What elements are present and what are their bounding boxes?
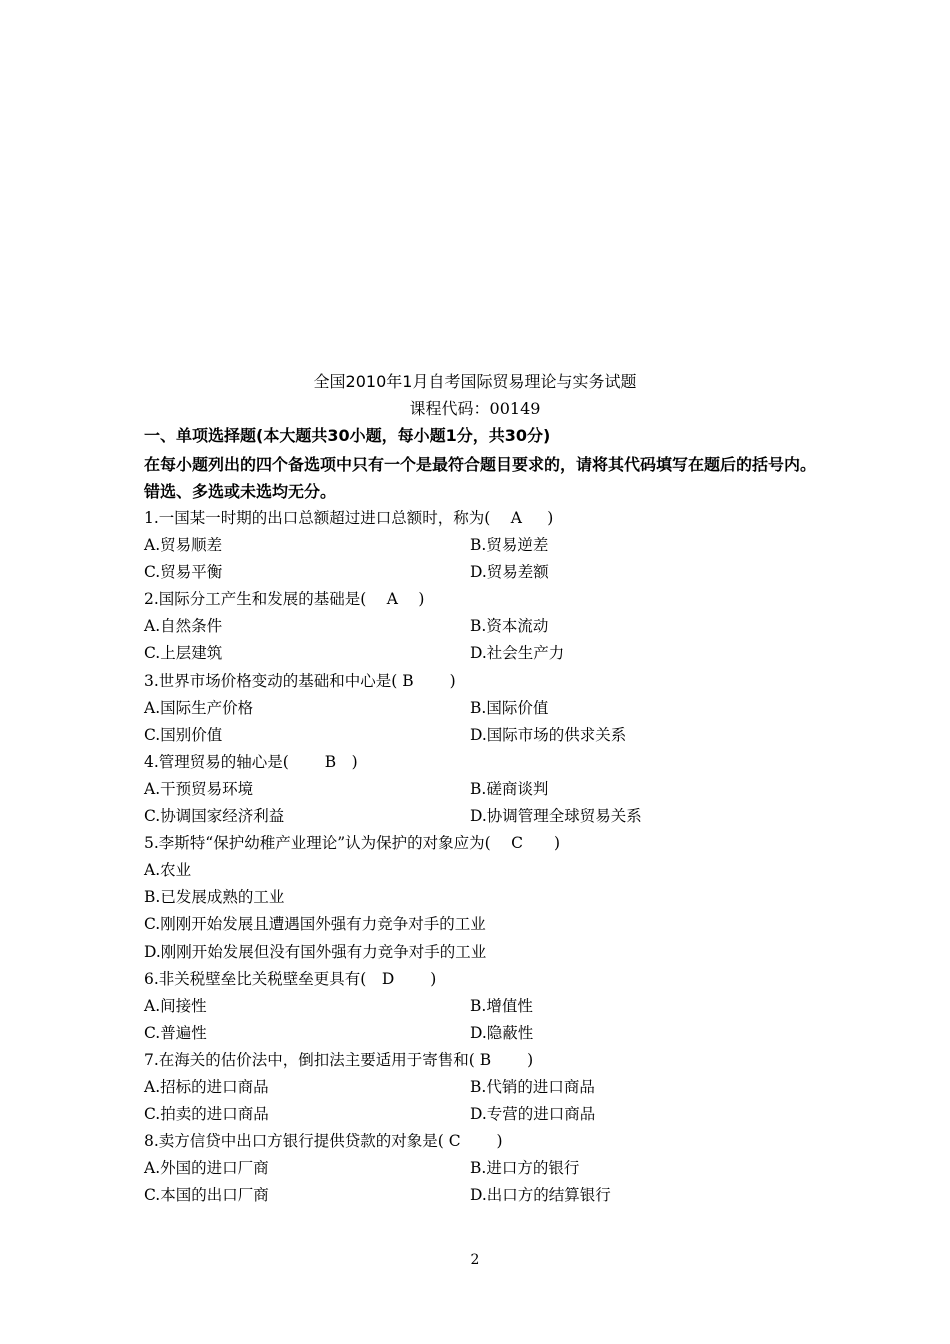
answer-option: A.间接性 <box>144 996 207 1015</box>
option-row <box>144 1074 824 1101</box>
option-row <box>144 1155 824 1182</box>
option-row <box>144 532 824 559</box>
answer-option: A.农业 <box>144 861 192 880</box>
option-row <box>144 1182 824 1209</box>
answer-option: B.进口方的银行 <box>470 1159 580 1178</box>
answer-option: C.刚刚开始发展且遭遇国外强有力竞争对手的工业 <box>144 915 486 934</box>
answer-option: B.增值性 <box>470 996 533 1015</box>
question-list <box>144 505 824 1209</box>
answer-option: A.干预贸易环境 <box>144 779 254 798</box>
answer-option: A.国际生产价格 <box>144 698 254 717</box>
answer-option: B.已发展成熟的工业 <box>144 888 285 907</box>
option-row <box>144 993 824 1020</box>
answer-option: B.磋商谈判 <box>470 779 549 798</box>
answer-option: B.资本流动 <box>470 617 549 636</box>
question-stem: 7.在海关的估价法中，倒扣法主要适用于寄售和( B ) <box>144 1050 534 1069</box>
answer-option: C.贸易平衡 <box>144 563 223 582</box>
answer-option: C.普遍性 <box>144 1023 207 1042</box>
answer-option: A.外国的进口厂商 <box>144 1159 269 1178</box>
option-row <box>144 640 824 667</box>
instructions: 在每小题列出的四个备选项中只有一个是最符合题目要求的，请将其代码填写在题后的括号内。错选、多选或未选均无分。 <box>144 455 817 501</box>
question-stem: 2.国际分工产生和发展的基础是( A ) <box>144 590 425 609</box>
option-row <box>144 803 824 830</box>
option-row <box>144 1020 824 1047</box>
answer-option: C.拍卖的进口商品 <box>144 1105 269 1124</box>
option-row <box>144 722 824 749</box>
answer-option: D.贸易差额 <box>470 563 549 582</box>
option-row <box>144 559 824 586</box>
answer-option: D.协调管理全球贸易关系 <box>470 807 642 826</box>
answer-option: A.自然条件 <box>144 617 223 636</box>
section-heading: 一、单项选择题(本大题共30小题，每小题1分，共30分) <box>144 426 551 445</box>
answer-option: B.代销的进口商品 <box>470 1077 595 1096</box>
answer-option: A.招标的进口商品 <box>144 1077 269 1096</box>
question-stem: 1.一国某一时期的出口总额超过进口总额时，称为( A ) <box>144 509 554 527</box>
page-number: 2 <box>470 1252 480 1268</box>
answer-option: D.国际市场的供求关系 <box>470 725 627 744</box>
answer-option: D.社会生产力 <box>470 644 565 663</box>
page-title: 全国2010年1月自考国际贸易理论与实务试题 <box>313 372 637 391</box>
answer-option: A.贸易顺差 <box>144 536 223 555</box>
question-stem: 4.管理贸易的轴心是( B ) <box>144 752 358 771</box>
course-code: 课程代码：00149 <box>409 399 541 418</box>
option-row <box>144 1101 824 1128</box>
answer-option: C.国别价值 <box>144 725 223 744</box>
question-stem: 3.世界市场价格变动的基础和中心是( B ) <box>144 671 456 690</box>
question-stem: 6.非关税壁垒比关税壁垒更具有( D ) <box>144 969 437 988</box>
answer-option: D.隐蔽性 <box>470 1023 534 1042</box>
answer-option: D.专营的进口商品 <box>470 1105 596 1124</box>
question-stem: 5.李斯特“保护幼稚产业理论”认为保护的对象应为( C ) <box>144 834 561 853</box>
answer-option: C.本国的出口厂商 <box>144 1186 269 1205</box>
answer-option: B.贸易逆差 <box>470 536 549 555</box>
option-row <box>144 776 824 803</box>
answer-option: D.出口方的结算银行 <box>470 1186 611 1205</box>
answer-option: B.国际价值 <box>470 698 549 717</box>
answer-option: D.刚刚开始发展但没有国外强有力竞争对手的工业 <box>144 942 487 961</box>
answer-option: C.协调国家经济利益 <box>144 807 285 826</box>
option-row <box>144 695 824 722</box>
question-stem: 8.卖方信贷中出口方银行提供贷款的对象是( C ) <box>144 1132 503 1151</box>
answer-option: C.上层建筑 <box>144 644 223 663</box>
option-row <box>144 613 824 640</box>
